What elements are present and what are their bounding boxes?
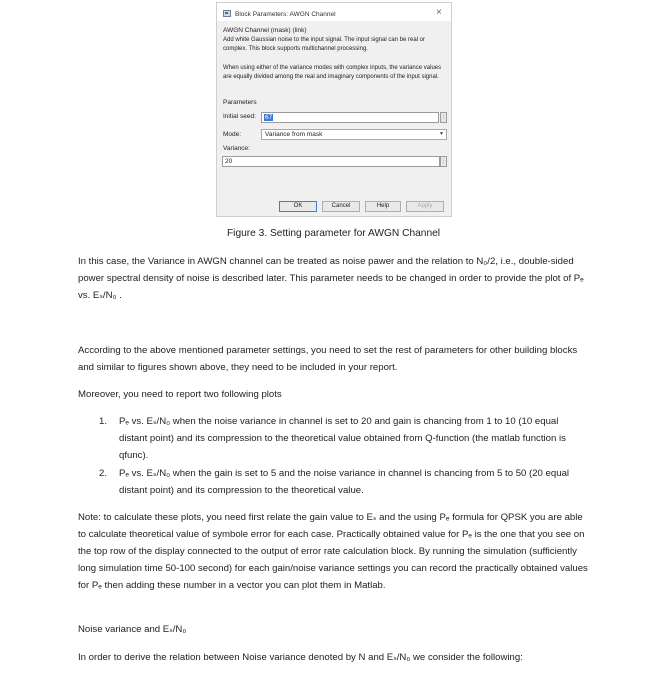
help-button[interactable]: Help	[365, 201, 401, 212]
chevron-down-icon: ▼	[439, 131, 444, 137]
ok-button[interactable]: OK	[279, 201, 317, 212]
block-parameters-dialog	[216, 2, 452, 217]
cancel-button[interactable]: Cancel	[322, 201, 360, 212]
initial-seed-value: 67	[265, 114, 273, 121]
mode-dropdown[interactable]	[261, 129, 447, 140]
variance-edit-button[interactable]: ⋮	[440, 156, 447, 167]
variance-label: Variance:	[223, 145, 250, 152]
variance-mode-note: When using either of the variance modes with complex inputs, the variance values are equally divided among the real and imaginary components of the input signal.	[223, 65, 442, 80]
figure-caption: Figure 3. Setting parameter for AWGN Channel	[226, 228, 441, 239]
dialog-title: Block Parameters: AWGN Channel	[235, 11, 336, 18]
variance-value: 20	[225, 158, 233, 165]
paragraph-report-plots: Moreover, you need to report two following plots	[78, 389, 282, 400]
simulink-block-icon	[223, 10, 231, 17]
initial-seed-input[interactable]	[261, 112, 439, 123]
mask-title: AWGN Channel (mask) (link)	[223, 27, 307, 34]
block-description: Add white Gaussian noise to the input signal. The input signal can be real or complex. This block supports multichannel processing.	[223, 37, 426, 52]
section-heading-noise-variance: Noise variance and Eₛ/N₀	[78, 624, 187, 635]
paragraph-note: Note: to calculate these plots, you need first relate the gain value to Eₛ and the using Pₑ formula for QPSK you are able to calculate theoretical value of symbole error for each case. Practically obtained value for Pₑ is the one that you see on the top row of the display connected to the output of error rate calculation block. By running the simulation (sufficiently long simulation time 50-100 second) for each gain/noise variance settings you can record the practically obtained values for Pₑ then adding these number in a vector you can plot them in Matlab.	[78, 512, 588, 591]
mode-selected-value: Variance from mask	[265, 131, 323, 138]
paragraph-variance-explanation: In this case, the Variance in AWGN channel can be treated as noise pawer and the relation to N₀/2, i.e., double-sided power spectral density of noise is described later. This parameter needs to be changed in order to provide the plot of Pₑ vs. Eₛ/N₀ .	[78, 256, 584, 301]
list-item-text: Pₑ vs. Eₛ/N₀ when the noise variance in channel is set to 20 and gain is chancing from 1 to 10 (10 equal distant point) and its compression to the theoretical value obtained from Q-function (the matlab function is qfunc).	[119, 416, 566, 461]
apply-button: Apply	[406, 201, 444, 212]
paragraph-derivation-intro: In order to derive the relation between Noise variance denoted by N and Eₛ/N₀ we consider the following:	[78, 652, 523, 663]
list-item	[99, 413, 589, 464]
list-item-number: 2.	[99, 468, 108, 479]
list-item	[99, 465, 589, 499]
initial-seed-label: Initial seed:	[223, 113, 256, 120]
paragraph-parameter-settings: According to the above mentioned parameter settings, you need to set the rest of parameters for other building blocks and similar to figures shown above, they need to be included in your report.	[78, 345, 578, 373]
list-item-number: 1.	[99, 416, 108, 427]
parameters-heading: Parameters	[223, 99, 257, 106]
close-icon[interactable]: ×	[436, 7, 442, 18]
list-item-text: Pₑ vs. Eₛ/N₀ when the gain is set to 5 and the noise variance in channel is chancing from 5 to 50 (20 equal distant point) and its compression to the theoretical value.	[119, 468, 570, 496]
dialog-titlebar[interactable]	[217, 3, 451, 21]
mode-label: Mode:	[223, 131, 242, 138]
initial-seed-edit-button[interactable]: ⋮	[440, 112, 447, 123]
variance-input[interactable]	[222, 156, 440, 167]
